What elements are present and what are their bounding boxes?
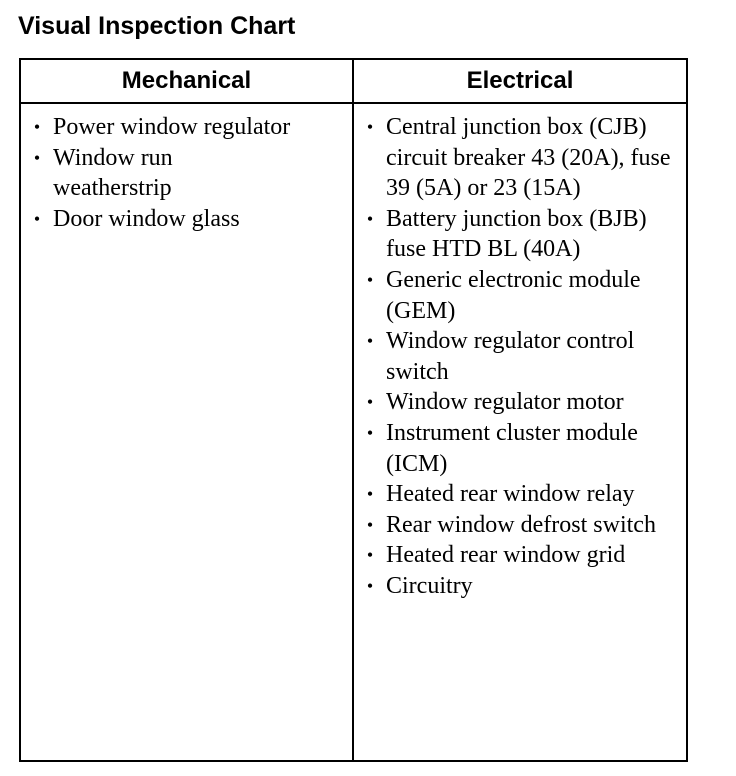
item-text: Circuitry [386,572,473,599]
electrical-list [362,112,678,602]
bullet-icon: • [366,392,374,413]
list-item [362,540,678,571]
item-text: Window regulator motor [386,389,624,416]
item-text: Door window glass [53,205,240,232]
item-text: Rear window defrost switch [386,511,656,538]
list-item [362,571,678,602]
bullet-icon: • [366,208,374,229]
list-item [362,387,678,418]
item-text: Generic electronic module (GEM) [386,266,641,324]
mechanical-cell [20,103,353,761]
bullet-icon: • [366,484,374,505]
bullet-icon: • [366,331,374,352]
item-text: Battery junction box (BJB) fuse HTD BL (40A) [386,205,647,263]
item-text: Instrument cluster module (ICM) [386,419,638,477]
chart-title: Visual Inspection Chart [18,12,296,40]
bullet-icon: • [366,575,374,596]
list-item [362,326,678,387]
mechanical-header: Mechanical [20,59,353,103]
bullet-icon: • [366,422,374,443]
header-row [20,59,687,103]
item-text: Window regulator control switch [386,328,635,385]
electrical-cell [353,103,687,761]
item-text: Power window regulator [53,114,291,140]
list-item [29,112,344,143]
list-item [362,204,678,265]
list-item [362,510,678,541]
electrical-header: Electrical [353,59,687,103]
list-item [362,265,678,326]
list-item [29,143,344,204]
item-text: Central junction box (CJB) circuit breaker 43 (20A), fuse 39 (5A) or 23 (15A) [386,114,671,202]
list-item [362,418,678,479]
bullet-icon: • [366,269,374,290]
bullet-icon: • [366,514,374,535]
inspection-table [19,58,688,762]
bullet-icon: • [366,117,374,137]
item-text: Heated rear window relay [386,481,635,508]
list-item [362,479,678,510]
item-text: Window run weatherstrip [53,144,173,202]
bullet-icon: • [366,545,374,566]
list-item [29,204,344,235]
content-row [20,103,687,761]
bullet-icon: • [33,147,41,168]
item-text: Heated rear window grid [386,542,626,569]
bullet-icon: • [33,117,41,137]
bullet-icon: • [33,208,41,229]
mechanical-list [29,112,344,234]
list-item [362,112,678,204]
